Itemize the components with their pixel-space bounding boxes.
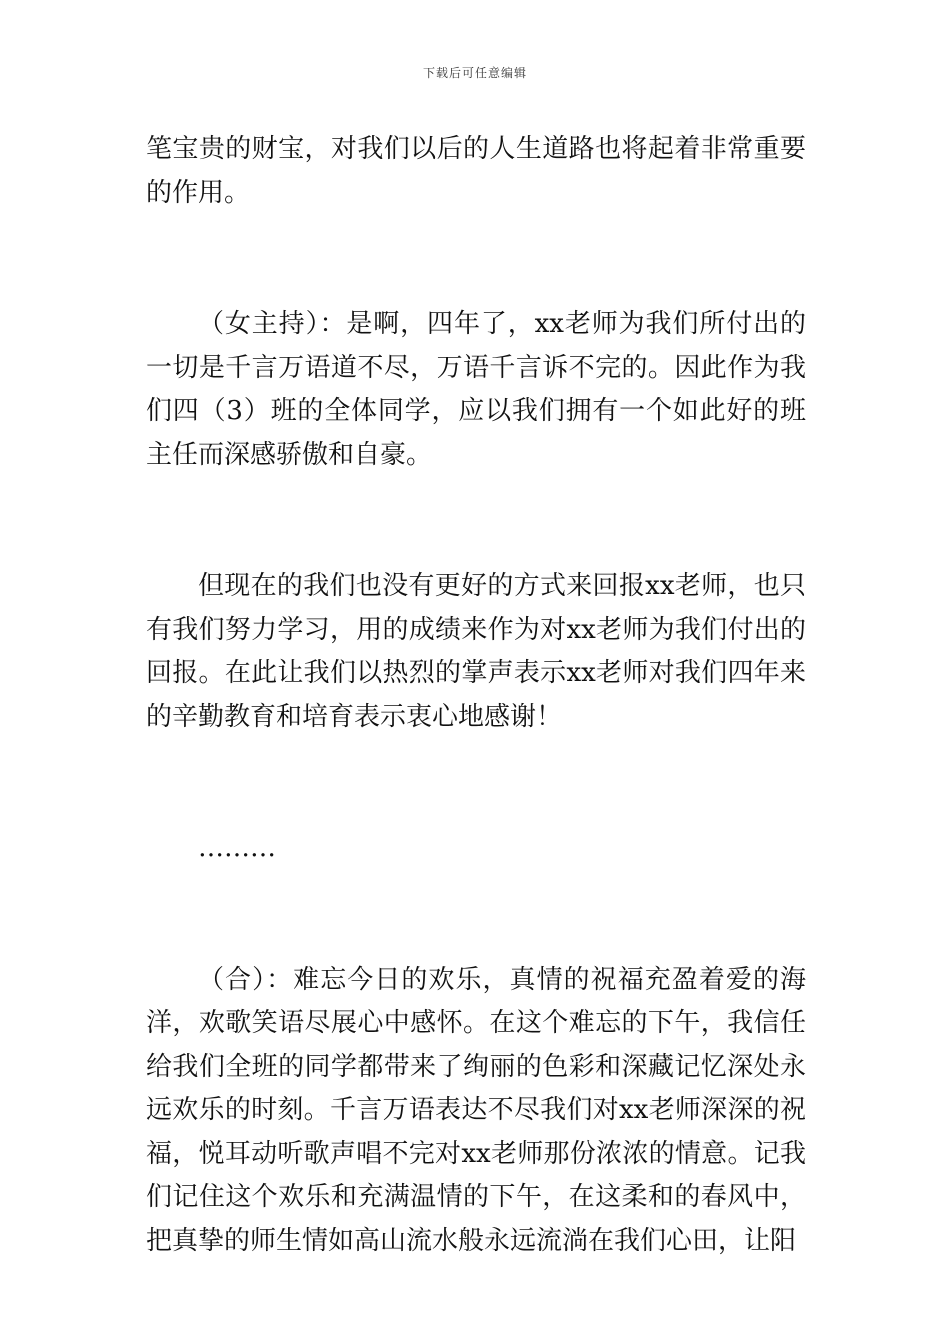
ellipsis-line: ……… xyxy=(198,833,276,863)
paragraph-gap xyxy=(146,915,806,959)
paragraph-5: （合）：难忘今日的欢乐，真情的祝福充盈着爱的海洋，欢歌笑语尽展心中感怀。在这个难忘的下午，我信任给我们全班的同学都带来了绚丽的色彩和深藏记忆深处永远欢乐的时刻。千言万语表达不尽我们对xx老师深深的祝福，悦耳动听歌声唱不完对xx老师那份浓浓的情意。记我们记住这个欢乐和充满温情的下午，在这柔和的春风中，把真挚的师生情如高山流水般永远流淌在我们心田，让阳 xyxy=(146,964,806,1256)
paragraph-1: 笔宝贵的财宝，对我们以后的人生道路也将起着非常重要的作用。 xyxy=(146,134,806,208)
paragraph-3: 但现在的我们也没有更好的方式来回报xx老师，也只有我们努力学习，用的成绩来作为对xx老师为我们付出的回报。在此让我们以热烈的掌声表示xx老师对我们四年来的辛勤教育和培育表示衷心地感谢！ xyxy=(146,571,806,732)
paragraph-gap xyxy=(146,521,806,565)
header-note: 下载后可任意编辑 xyxy=(422,66,527,80)
paragraph-gap xyxy=(146,215,806,259)
paragraph-gap xyxy=(146,871,806,915)
paragraph-gap xyxy=(146,739,806,783)
paragraph-2: （女主持）：是啊，四年了，xx老师为我们所付出的一切是千言万语道不尽，万语千言诉不完的。因此作为我们四（3）班的全体同学，应以我们拥有一个如此好的班主任而深感骄傲和自豪。 xyxy=(146,309,806,470)
document-body xyxy=(146,128,806,1263)
paragraph-gap xyxy=(146,783,806,827)
paragraph-gap xyxy=(146,259,806,303)
paragraph-gap xyxy=(146,477,806,521)
